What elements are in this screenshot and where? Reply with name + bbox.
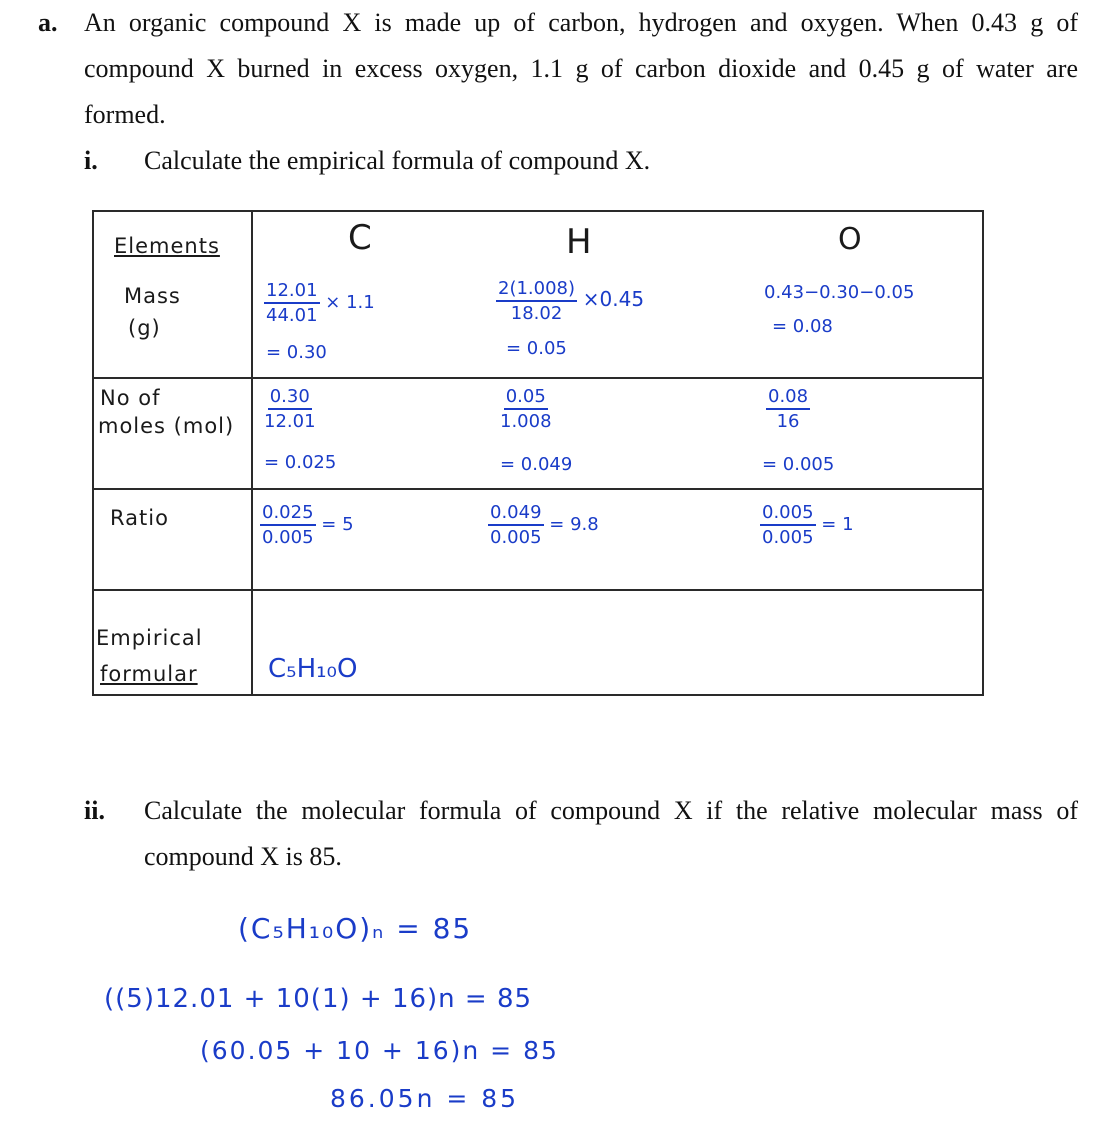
moles-o: [766, 386, 810, 432]
mass-c: [264, 280, 375, 326]
header-h: H: [566, 222, 592, 262]
ratio-h-result: = 9.8: [549, 514, 599, 535]
table-border-left: [92, 210, 94, 696]
ratio-h: [488, 502, 599, 548]
ratio-o-den: 0.005: [762, 527, 814, 548]
row-label-formular: formular: [100, 662, 198, 686]
row-label-mass-unit: (g): [128, 316, 161, 340]
mass-h-num: 2(1.008): [496, 278, 577, 302]
row-label-ratio: Ratio: [110, 506, 169, 530]
moles-h-num: 0.05: [504, 386, 548, 410]
mass-h-mult: ×0.45: [582, 287, 645, 311]
intro-line-1: An organic compound X is made up of carbon, hydrogen and oxygen. When 0.43 g of: [84, 8, 1078, 37]
mass-h-result: = 0.05: [506, 338, 567, 359]
moles-o-result: = 0.005: [762, 454, 835, 475]
mass-o-result: = 0.08: [772, 316, 833, 337]
row-label-moles: No of: [100, 386, 161, 410]
moles-h-den: 1.008: [500, 411, 552, 432]
table-divider: [92, 589, 984, 591]
moles-c: [264, 386, 316, 432]
mass-c-num: 12.01: [264, 280, 320, 304]
row-label-moles-unit: moles (mol): [98, 414, 235, 438]
part-a-label: a.: [38, 8, 58, 37]
ratio-o: [760, 502, 854, 548]
ratio-c-result: = 5: [321, 514, 354, 535]
ratio-c: [260, 502, 354, 548]
ratio-o-result: = 1: [821, 514, 854, 535]
header-o: O: [838, 222, 862, 257]
intro-line-2: compound X burned in excess oxygen, 1.1 g of carbon dioxide and 0.45 g of water are: [84, 54, 1078, 83]
moles-o-den: 16: [776, 411, 800, 432]
table-border-top: [92, 210, 984, 212]
mass-h: [496, 278, 644, 324]
table-border-bottom: [92, 694, 984, 696]
working-line-4: 86.05n = 85: [330, 1084, 520, 1113]
intro-line-3: formed.: [84, 100, 166, 129]
mass-h-den: 18.02: [510, 303, 563, 324]
ratio-h-num: 0.049: [488, 502, 544, 526]
sub-i-text: Calculate the empirical formula of compound X.: [144, 146, 651, 175]
header-c: C: [348, 218, 372, 258]
ratio-c-den: 0.005: [262, 527, 314, 548]
row-label-mass: Mass: [124, 284, 181, 308]
moles-h: [500, 386, 552, 432]
moles-o-num: 0.08: [766, 386, 810, 410]
ratio-o-num: 0.005: [760, 502, 816, 526]
mass-c-result: = 0.30: [266, 342, 327, 363]
row-label-empirical: Empirical: [96, 626, 203, 650]
sub-i-label: i.: [84, 146, 98, 175]
working-line-2: ((5)12.01 + 10(1) + 16)n = 85: [104, 984, 533, 1014]
moles-h-result: = 0.049: [500, 454, 573, 475]
table-border-right: [982, 210, 984, 696]
table-divider: [92, 488, 984, 490]
table-divider: [251, 210, 253, 696]
header-elements: Elements: [114, 234, 220, 258]
sub-ii-line-1: Calculate the molecular formula of compound X if the relative molecular mass of: [144, 796, 1078, 825]
table-divider: [92, 377, 984, 379]
working-line-3: (60.05 + 10 + 16)n = 85: [200, 1036, 559, 1065]
moles-c-result: = 0.025: [264, 452, 337, 473]
working-line-1: (C₅H₁₀O)ₙ = 85: [238, 912, 473, 945]
ratio-c-num: 0.025: [260, 502, 316, 526]
mass-c-den: 44.01: [266, 305, 318, 326]
sub-ii-label: ii.: [84, 796, 105, 825]
sub-ii-line-2: compound X is 85.: [144, 842, 342, 871]
ratio-h-den: 0.005: [490, 527, 542, 548]
empirical-formula-answer: C₅H₁₀O: [268, 654, 358, 684]
mass-o-expr: 0.43−0.30−0.05: [764, 282, 915, 303]
moles-c-num: 0.30: [268, 386, 312, 410]
moles-c-den: 12.01: [264, 411, 316, 432]
mass-c-mult: × 1.1: [325, 292, 375, 313]
